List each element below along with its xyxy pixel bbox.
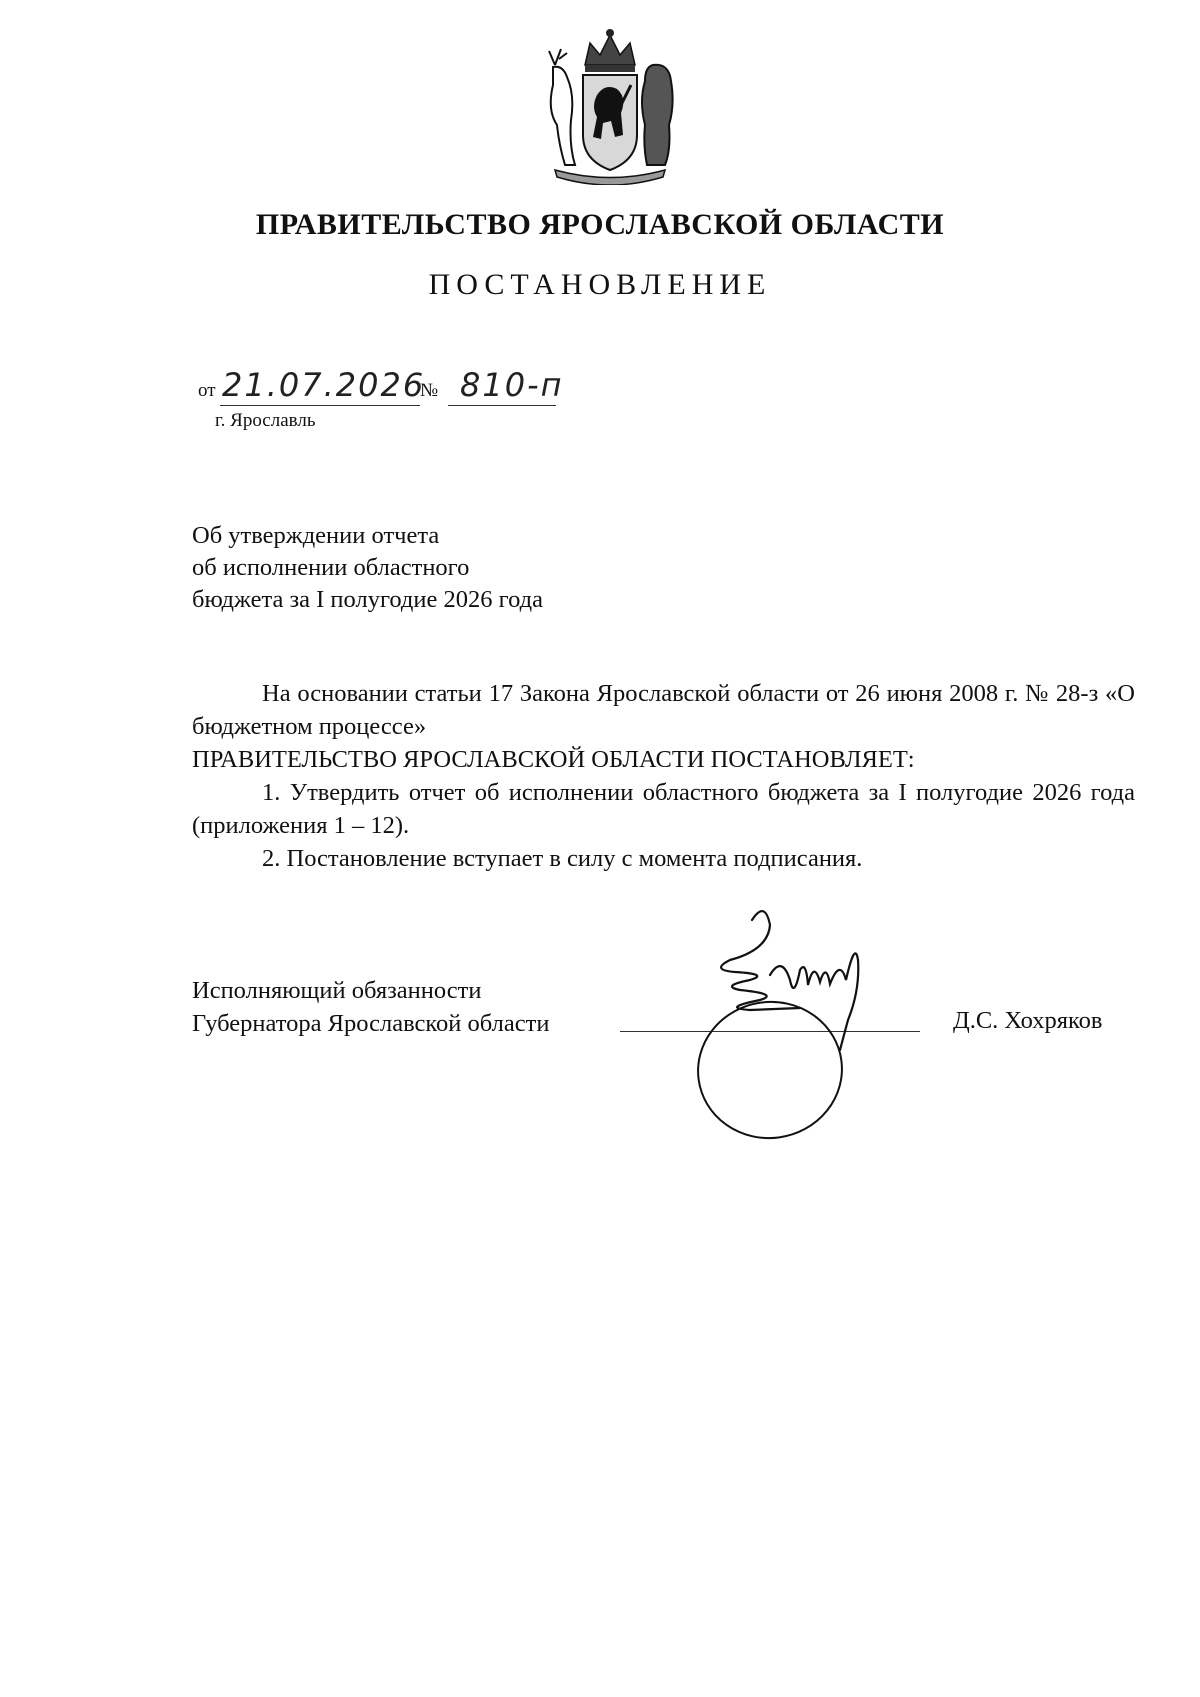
position-line: Исполняющий обязанности [192, 977, 482, 1004]
date-underline [220, 405, 420, 406]
subject-line: об исполнении областного [192, 554, 470, 581]
preamble: На основании статьи 17 Закона Ярославской области от 26 июня 2008 г. № 28-з «О бюджетном процессе» [192, 680, 1135, 740]
item-2: 2. Постановление вступает в силу с момента подписания. [262, 845, 863, 872]
document-number: 810-п [460, 366, 564, 404]
document-reference [198, 358, 598, 406]
document-body [192, 677, 1135, 875]
signatory-position [192, 974, 549, 1040]
handwritten-signature [690, 900, 970, 1150]
subject-line: бюджета за I полугодие 2026 года [192, 586, 543, 613]
subject-line: Об утверждении отчета [192, 522, 440, 549]
document-type: ПОСТАНОВЛЕНИЕ [428, 268, 772, 301]
document-subject [192, 520, 543, 616]
date-prefix: от [198, 380, 216, 401]
resolution-heading: ПРАВИТЕЛЬСТВО ЯРОСЛАВСКОЙ ОБЛАСТИ ПОСТАНОВЛЯЕТ: [192, 746, 915, 773]
number-prefix: № [420, 380, 439, 401]
position-line: Губернатора Ярославской области [192, 1010, 550, 1037]
item-1: 1. Утвердить отчет об исполнении областного бюджета за I полугодие 2026 года (приложения 1 – 12). [192, 779, 1135, 839]
signatory-name: Д.С. Хохряков [953, 1007, 1103, 1034]
number-underline [448, 405, 556, 406]
city: г. Ярославль [215, 410, 316, 431]
document-date: 21.07.2026 [222, 366, 426, 404]
coat-of-arms-emblem [535, 25, 685, 185]
organization-title: ПРАВИТЕЛЬСТВО ЯРОСЛАВСКОЙ ОБЛАСТИ [255, 208, 945, 241]
